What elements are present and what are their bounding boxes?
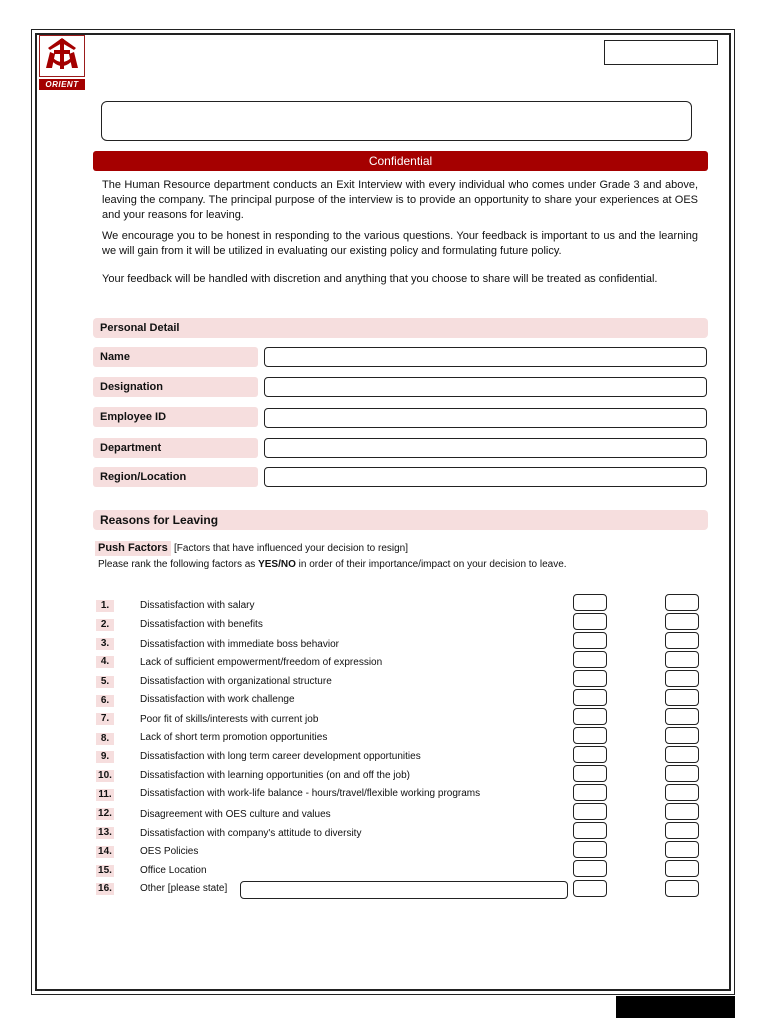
field-label-region-location: Region/Location	[93, 467, 258, 487]
factor-15-yes-box[interactable]	[573, 860, 607, 877]
factor-16-yes-box[interactable]	[573, 880, 607, 897]
factor-3-no-box[interactable]	[665, 632, 699, 649]
factor-16-no-box[interactable]	[665, 880, 699, 897]
employee-id-input[interactable]	[264, 408, 707, 428]
factor-1-yes-box[interactable]	[573, 594, 607, 611]
push-factors-tag: Push Factors	[95, 541, 171, 556]
instruction-yes-no: YES/NO	[258, 559, 296, 570]
factor-label: Dissatisfaction with work challenge	[140, 694, 295, 705]
factor-12-yes-box[interactable]	[573, 803, 607, 820]
factor-14-yes-box[interactable]	[573, 841, 607, 858]
factor-6-no-box[interactable]	[665, 689, 699, 706]
factor-number: 15.	[96, 865, 114, 877]
factor-7-yes-box[interactable]	[573, 708, 607, 725]
factor-10-no-box[interactable]	[665, 765, 699, 782]
factor-1-no-box[interactable]	[665, 594, 699, 611]
factor-14-no-box[interactable]	[665, 841, 699, 858]
factor-number: 4.	[96, 656, 114, 668]
form-title-field[interactable]	[101, 101, 692, 141]
factor-label: Dissatisfaction with learning opportunities (on and off the job)	[140, 770, 410, 781]
push-factors-description: [Factors that have influenced your decision to resign]	[174, 543, 409, 554]
factor-number: 7.	[96, 713, 114, 725]
factor-label: Dissatisfaction with salary	[140, 600, 255, 611]
factor-label: Dissatisfaction with work-life balance - hours/travel/flexible working programs	[140, 788, 481, 799]
region-location-input[interactable]	[264, 467, 707, 487]
factor-9-no-box[interactable]	[665, 746, 699, 763]
factor-7-no-box[interactable]	[665, 708, 699, 725]
intro-paragraph-3: Your feedback will be handled with discretion and anything that you choose to share will be treated as confidential.	[102, 273, 658, 285]
factor-9-yes-box[interactable]	[573, 746, 607, 763]
factor-2-no-box[interactable]	[665, 613, 699, 630]
factor-2-yes-box[interactable]	[573, 613, 607, 630]
factor-4-yes-box[interactable]	[573, 651, 607, 668]
factor-12-no-box[interactable]	[665, 803, 699, 820]
factor-label: Disagreement with OES culture and values	[140, 809, 331, 820]
factor-number: 13.	[96, 827, 114, 839]
field-label-employee-id: Employee ID	[93, 407, 258, 427]
factor-number: 6.	[96, 695, 114, 707]
confidential-banner: Confidential	[93, 151, 708, 171]
factor-5-no-box[interactable]	[665, 670, 699, 687]
factor-number: 11.	[96, 789, 114, 801]
ranking-instruction	[98, 557, 567, 572]
factor-label: Dissatisfaction with immediate boss behavior	[140, 639, 339, 650]
factor-11-no-box[interactable]	[665, 784, 699, 801]
factor-11-yes-box[interactable]	[573, 784, 607, 801]
logo-wordmark: ORIENT	[39, 79, 85, 90]
logo-emblem-icon	[39, 35, 85, 77]
factor-13-no-box[interactable]	[665, 822, 699, 839]
factor-15-no-box[interactable]	[665, 860, 699, 877]
factor-label: OES Policies	[140, 846, 199, 857]
reference-number-field[interactable]	[604, 40, 718, 65]
factor-number: 12.	[96, 808, 114, 820]
factor-8-yes-box[interactable]	[573, 727, 607, 744]
factor-label: Poor fit of skills/interests with current job	[140, 714, 319, 725]
factor-number: 16.	[96, 883, 114, 895]
personal-detail-heading: Personal Detail	[93, 318, 708, 338]
factor-13-yes-box[interactable]	[573, 822, 607, 839]
reasons-heading: Reasons for Leaving	[93, 510, 708, 530]
factor-label: Dissatisfaction with organizational structure	[140, 676, 332, 687]
field-label-name: Name	[93, 347, 258, 367]
factor-label: Dissatisfaction with long term career development opportunities	[140, 751, 421, 762]
factor-label: Dissatisfaction with benefits	[140, 619, 263, 630]
factor-label: Office Location	[140, 865, 207, 876]
instruction-text-start: Please rank the following factors as	[98, 559, 259, 570]
orient-logo	[39, 35, 87, 91]
factor-number: 3.	[96, 638, 114, 650]
other-reason-input[interactable]	[240, 881, 568, 899]
factor-label: Lack of sufficient empowerment/freedom of expression	[140, 657, 383, 668]
factor-number: 1.	[96, 600, 114, 612]
factor-number: 2.	[96, 619, 114, 631]
factor-number: 8.	[96, 733, 114, 745]
factor-label: Other [please state]	[140, 883, 228, 894]
department-input[interactable]	[264, 438, 707, 458]
factor-number: 9.	[96, 751, 114, 763]
factor-8-no-box[interactable]	[665, 727, 699, 744]
designation-input[interactable]	[264, 377, 707, 397]
factor-10-yes-box[interactable]	[573, 765, 607, 782]
name-input[interactable]	[264, 347, 707, 367]
field-label-department: Department	[93, 438, 258, 458]
factor-3-yes-box[interactable]	[573, 632, 607, 649]
intro-paragraph-2: We encourage you to be honest in responding to the various questions. Your feedback is important to us and the learning we will gain from it will be utilized in evaluating our existing policy and formulating future policy.	[102, 230, 698, 257]
footer-block	[616, 996, 735, 1018]
factor-label: Lack of short term promotion opportunities	[140, 732, 328, 743]
intro-paragraph-1: The Human Resource department conducts an Exit Interview with every individual who comes under Grade 3 and above, leaving the company. The principal purpose of the interview is to provide an opportunity to share your experiences at OES and your reasons for leaving.	[102, 179, 698, 221]
factor-5-yes-box[interactable]	[573, 670, 607, 687]
factor-number: 14.	[96, 846, 114, 858]
field-label-designation: Designation	[93, 377, 258, 397]
factor-number: 5.	[96, 676, 114, 688]
factor-number: 10.	[96, 770, 114, 782]
factor-6-yes-box[interactable]	[573, 689, 607, 706]
factor-label: Dissatisfaction with company's attitude to diversity	[140, 828, 362, 839]
factor-4-no-box[interactable]	[665, 651, 699, 668]
instruction-text-end: in order of their importance/impact on your decision to leave.	[295, 559, 567, 570]
